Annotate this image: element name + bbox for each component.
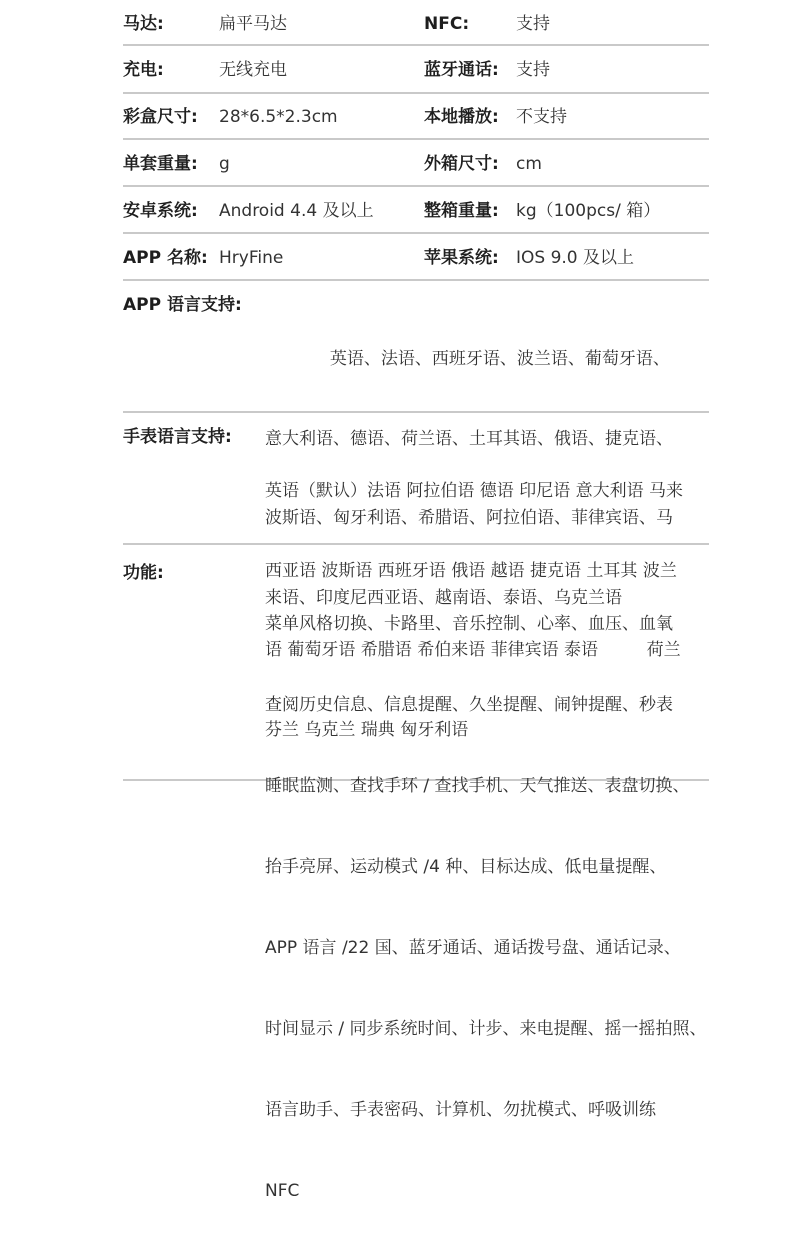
android-label: 安卓系统:: [123, 201, 198, 221]
local-play-value: 不支持: [516, 107, 567, 127]
nfc-label: NFC:: [424, 14, 470, 34]
app-language-line: 意大利语、德语、荷兰语、土耳其语、俄语、捷克语、: [265, 428, 673, 449]
spec-row-weight-cartonsize: [123, 140, 709, 187]
app-name-label: APP 名称:: [123, 248, 208, 268]
android-value: Android 4.4 及以上: [219, 201, 374, 221]
unit-weight-label: 单套重量:: [123, 154, 198, 174]
charging-label: 充电:: [123, 60, 164, 80]
local-play-label: 本地播放:: [424, 107, 499, 127]
functions-list: [265, 557, 709, 1259]
bt-call-value: 支持: [516, 60, 550, 80]
watch-language-line: 英语（默认）法语 阿拉伯语 德语 印尼语 意大利语 马来: [265, 481, 684, 501]
watch-language-line: 语 葡萄牙语 希腊语 希伯来语 菲律宾语 泰语 荷兰: [265, 640, 681, 660]
app-language-line: 英语、法语、西班牙语、波兰语、葡萄牙语、: [265, 349, 670, 369]
function-line: 语言助手、手表密码、计算机、勿扰模式、呼吸训练: [265, 1100, 656, 1120]
app-language-line: 波斯语、匈牙利语、希腊语、阿拉伯语、菲律宾语、马: [265, 508, 673, 528]
carton-weight-value: kg（100pcs/ 箱）: [516, 201, 661, 221]
spec-row-charging-btcall: [123, 46, 709, 94]
app-name-value: HryFine: [219, 248, 284, 268]
carton-size-label: 外箱尺寸:: [424, 154, 499, 174]
box-size-value: 28*6.5*2.3cm: [219, 107, 338, 127]
box-size-label: 彩盒尺寸:: [123, 107, 198, 127]
ios-label: 苹果系统:: [424, 248, 499, 268]
function-line: APP 语言 /22 国、蓝牙通话、通话拨号盘、通话记录、: [265, 938, 681, 958]
bt-call-label: 蓝牙通话:: [424, 60, 499, 80]
app-language-line: 来语、印度尼西亚语、越南语、泰语、乌克兰语: [265, 587, 622, 608]
nfc-value: 支持: [516, 14, 550, 34]
charging-value: 无线充电: [219, 60, 287, 80]
motor-value: 扁平马达: [219, 14, 287, 34]
spec-row-boxsize-localplay: [123, 94, 709, 140]
spec-row-android-cartonweight: [123, 187, 709, 234]
function-line: 查阅历史信息、信息提醒、久坐提醒、闹钟提醒、秒表: [265, 695, 673, 715]
function-line: 时间显示 / 同步系统时间、计步、来电提醒、摇一摇拍照、: [265, 1019, 707, 1039]
app-language-label: APP 语言支持:: [123, 295, 242, 315]
motor-label: 马达:: [123, 14, 164, 34]
watch-language-label: 手表语言支持:: [123, 427, 232, 447]
spec-row-appname-ios: [123, 234, 709, 281]
function-line: 睡眠监测、查找手环 / 查找手机、天气推送、表盘切换、: [265, 776, 690, 796]
watch-language-line: 西亚语 波斯语 西班牙语 俄语 越语 捷克语 土耳其 波兰: [265, 560, 677, 581]
function-line: 菜单风格切换、卡路里、音乐控制、心率、血压、血氧: [265, 614, 673, 634]
ios-value: IOS 9.0 及以上: [516, 248, 635, 268]
function-line: NFC: [265, 1181, 300, 1201]
functions-block: [123, 545, 709, 1201]
spec-row-motor-nfc: [123, 0, 709, 46]
unit-weight-value: g: [219, 154, 230, 174]
functions-label: 功能:: [123, 563, 164, 583]
carton-size-value: cm: [516, 154, 542, 174]
watch-language-line: 芬兰 乌克兰 瑞典 匈牙利语: [265, 719, 469, 740]
function-line: 抬手亮屏、运动模式 /4 种、目标达成、低电量提醒、: [265, 857, 667, 877]
carton-weight-label: 整箱重量:: [424, 201, 499, 221]
